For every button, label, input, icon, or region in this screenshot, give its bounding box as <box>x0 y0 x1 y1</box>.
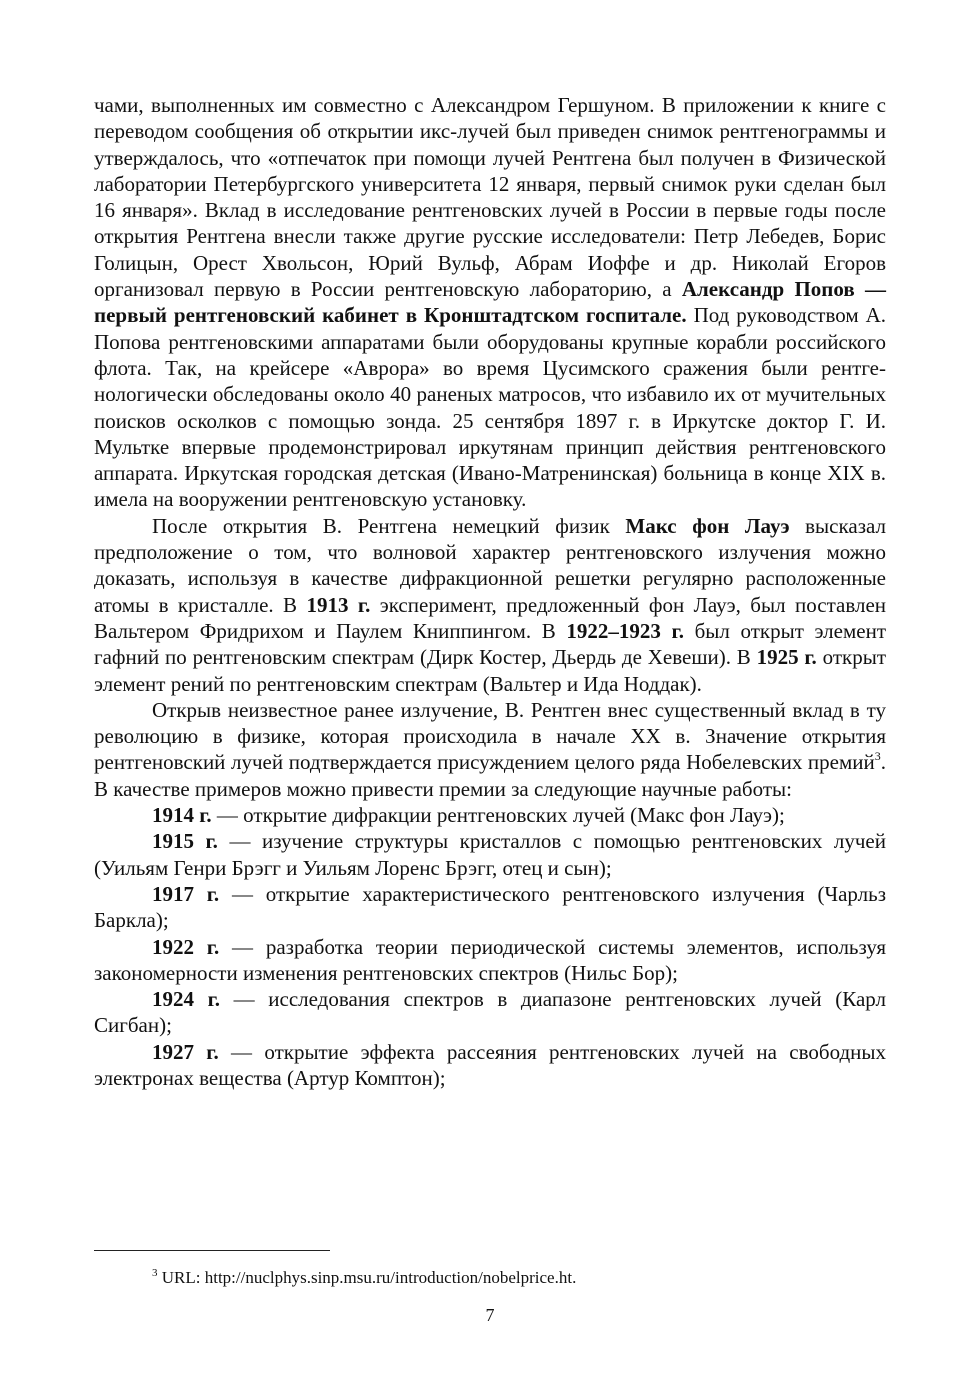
text-run: — исследования спектров в диапазоне рентгеновских лучей (Карл Сигбан); <box>94 987 887 1038</box>
text-run: — разработка теории периодической системы элементов, используя закономерности изменения рентгеновских спектров (Нильс Бор); <box>94 934 886 985</box>
list-item <box>94 828 886 881</box>
bold-text-run: Макс фон Лауэ <box>625 513 790 538</box>
footnote-marker: 3 <box>152 1267 158 1279</box>
bold-text-run: 1927 г. <box>152 1039 219 1064</box>
page-number: 7 <box>485 1305 495 1325</box>
paragraph <box>94 513 886 697</box>
text-run: — открытие эффекта рассеяния рентгеновских лучей на свободных электронах вещества (Артур Комптон); <box>94 1039 886 1090</box>
body-text <box>94 92 886 1091</box>
bold-text-run: 1922–1923 г. <box>566 618 684 643</box>
bold-text-run: Александр Попов — первый рентгеновский кабинет в Кронштадтском госпитале. <box>94 277 887 328</box>
text-run: открыт элемент рений по рентгеновским спектрам (Вальтер и Ида Ноддак). <box>94 645 887 696</box>
text-run: . В качестве примеров можно привести премии за следующие научные работы: <box>94 750 886 801</box>
bold-text-run: 1914 г. <box>152 803 212 828</box>
text-run: — изучение структуры кристаллов с помощью рентгеновских лучей (Уильям Генри Брэгг и Уильям Лоренс Брэгг, отец и сын); <box>94 829 886 880</box>
list-item <box>94 986 886 1039</box>
footnote-separator <box>94 1250 330 1251</box>
paragraph <box>94 92 886 513</box>
footnote <box>152 1268 576 1288</box>
bold-text-run: 1917 г. <box>152 881 220 906</box>
list-item <box>94 1039 886 1092</box>
bold-text-run: 1924 г. <box>152 987 221 1012</box>
text-run: Открыв неизвестное ранее излучение, В. Рентген внес существенный вклад в ту революцию в физике, которая происходила в начале XX в. Значение открытия рентгеновский лучей подтверждается присуждением целого ряда Нобелевских премий <box>94 697 886 775</box>
list-item <box>94 934 886 987</box>
list-item <box>94 802 886 828</box>
paragraph <box>94 697 886 802</box>
text-run: высказал предположение о том, что волновой характер рентгеновского излучения можно доказать, используя в качестве дифракционной решетки регулярно расположенные атомы в кристалле. В <box>94 513 886 617</box>
footnote-reference: 3 <box>874 749 881 764</box>
bold-text-run: 1915 г. <box>152 829 218 854</box>
text-run: чами, выполненных им совместно с Александром Гершуном. В приложении к книге с переводом сообщения об открытии икс-лучей был приведен снимок рентгенограммы и утверждалось, что «отпечаток при помощи лучей Рентгена был получен в Физической лаборатории Петербургского университета 12 января, первый снимок руки сделан был 16 января». Вклад в исследование рентгеновских лучей в России в первые годы после открытия Рентгена внесли также другие русские исследователи: Петр Лебедев, Борис Голицын, Орест Хвольсон, Юрий Вульф, Абрам Иоффе и др. Николай Егоров организовал первую в России рентгеновскую лабораторию, а <box>94 93 886 302</box>
text-run: был открыт элемент гафний по рентгеновским спектрам (Дирк Костер, Дьердь де Хевеши). В <box>94 618 887 670</box>
bold-text-run: 1925 г. <box>756 645 817 670</box>
bold-text-run: 1922 г. <box>152 934 220 959</box>
text-run: Под руководством А. Попова рентгеновскими аппаратами были оборудованы крупные корабли российского флота. Так, на крейсере «Аврора» во время Цусимского сражения были рентгенологически обследованы около 40 раненых матросов, что избавило их от мучительных поисков осколков с помощью зонда. 25 сентября 1897 г. в Иркутске доктор Г. И. Мультке впервые продемонстрировал иркутянам принцип действия рентгеновского аппарата. Иркутская городская детская (Ивано-Матренинская) больница в конце XIX в. имела на вооружении рентгеновскую установку. <box>94 303 887 512</box>
text-run: — открытие дифракции рентгеновских лучей (Макс фон Лауэ); <box>211 803 785 828</box>
text-run: После открытия В. Рентгена немецкий физик <box>152 513 626 538</box>
text-run: эксперимент, предложенный фон Лауэ, был поставлен Вальтером Фридрихом и Паулем Книппингом. В <box>94 592 887 643</box>
footnote-text: URL: http://nuclphys.sinp.msu.ru/introduction/nobelprice.ht. <box>157 1268 577 1287</box>
text-run: — открытие характеристического рентгеновского излучения (Чарльз Баркла); <box>94 881 886 933</box>
list-item <box>94 881 886 934</box>
bold-text-run: 1913 г. <box>306 592 371 617</box>
